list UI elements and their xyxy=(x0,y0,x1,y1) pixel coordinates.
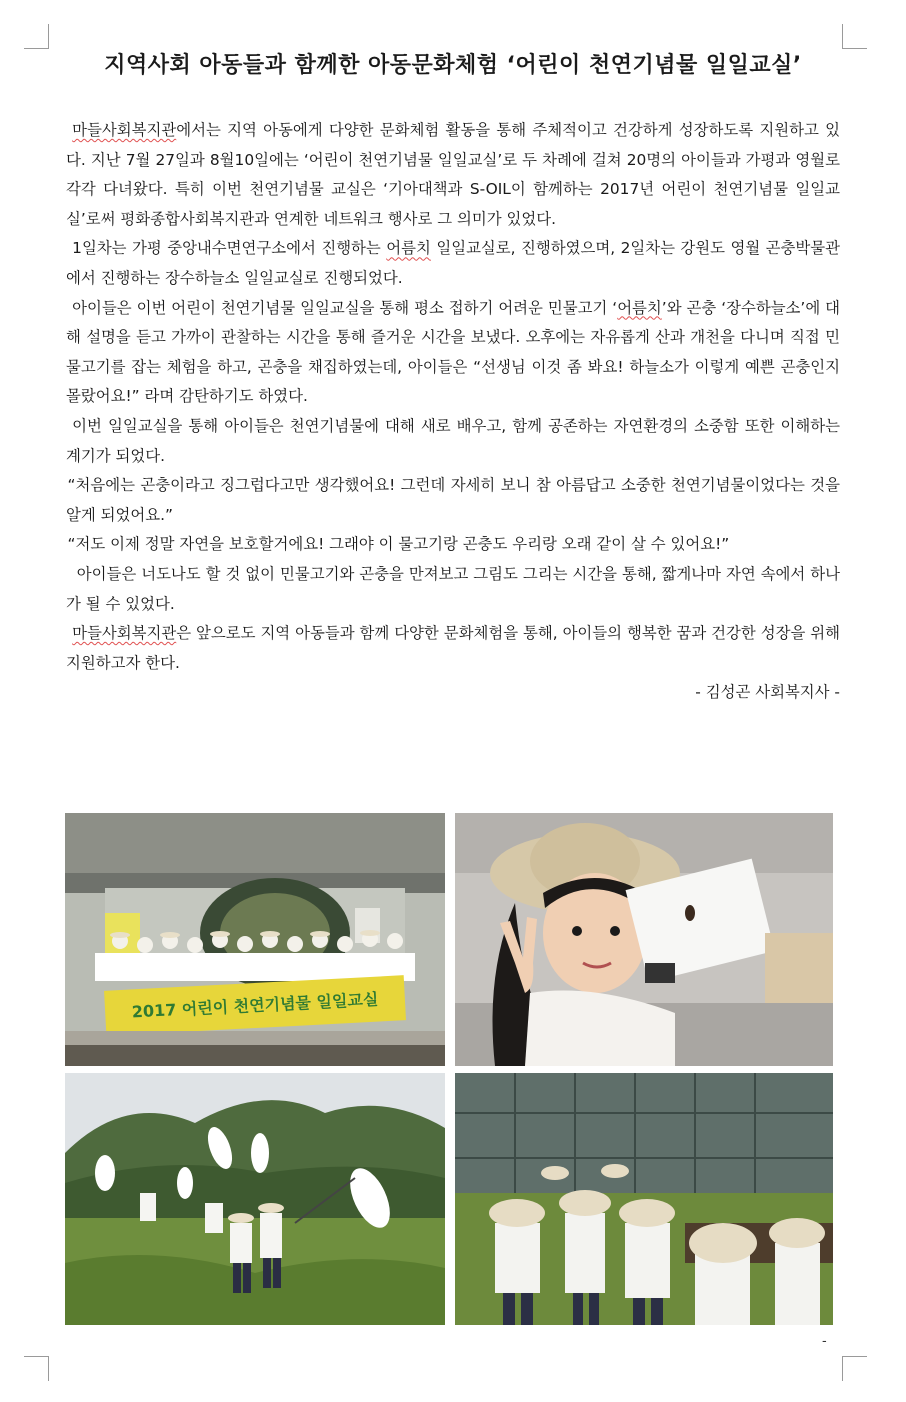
fish-name: 어름치 xyxy=(617,298,662,317)
paragraph-7: 아이들은 너도나도 할 것 없이 민물고기와 곤충을 만져보고 그림도 그리는 시간을 통해, 짧게나마 자연 속에서 하나가 될 수 있었다. xyxy=(66,564,840,613)
paragraph-2 xyxy=(66,234,840,293)
crop-mark-bottom-right xyxy=(842,1356,867,1381)
paragraph-3-text-c: ’와 곤충 ‘장수하늘소’에 대해 설명을 듣고 가까이 관찰하는 시간을 통해 즐거운 시간을 보냈다. 오후에는 자유롭게 산과 개천을 다니며 직접 민물고기를 잡는 체험을 하고, 곤충을 채집하였는데, 아이들은 “선생님 이것 좀 봐요! 하늘소가 이렇게 예쁜 곤충인지 몰랐어요!” 라며 감탄하기도 하였다. xyxy=(66,298,841,406)
insect-catching-photo xyxy=(65,1073,445,1325)
paragraph-4: 이번 일일교실을 통해 아이들은 천연기념물에 대해 새로 배우고, 함께 공존하는 자연환경의 소중함 또한 이해하는 계기가 되었다. xyxy=(66,416,840,465)
kids-on-lawn-photo xyxy=(455,1073,833,1325)
fish-name: 어름치 xyxy=(386,239,431,258)
article-body xyxy=(66,116,840,708)
paragraph-8 xyxy=(66,619,840,678)
page-mark: - xyxy=(822,1334,827,1349)
org-name: 마들사회복지관 xyxy=(72,121,177,139)
quote-1: “처음에는 곤충이라고 징그럽다고만 생각했어요! 그런데 자세히 보니 참 아름답고 소중한 천연기념물이었다는 것을 알게 되었어요.” xyxy=(66,476,840,524)
banner-text: 2017 어린이 천연기념물 일일교실 xyxy=(131,989,379,1022)
paragraph-2-text-a: 1일차는 가평 중앙내수면연구소에서 진행하는 xyxy=(72,239,387,258)
paragraph-2-text-c: 일일교실로, 진행하였으며, 2일차는 강원도 영월 곤충박물관에서 진행하는 장수하늘소 일일교실로 진행되었다. xyxy=(66,239,841,287)
page-title: 지역사회 아동들과 함께한 아동문화체험 ‘어린이 천연기념물 일일교실’ xyxy=(104,53,802,78)
crop-mark-top-left xyxy=(24,24,49,49)
crop-mark-bottom-left xyxy=(24,1356,49,1381)
paragraph-3 xyxy=(66,294,840,412)
org-name: 마들사회복지관 xyxy=(72,624,177,643)
author-signature: - 김성곤 사회복지사 - xyxy=(695,683,840,702)
paragraph-1 xyxy=(66,116,840,234)
child-closeup-photo xyxy=(455,813,833,1066)
quote-2: “저도 이제 정말 자연을 보호할거에요! 그래야 이 물고기랑 곤충도 우리랑 오래 같이 살 수 있어요!” xyxy=(67,535,730,554)
group-photo xyxy=(65,813,445,1066)
paragraph-8-text: 은 앞으로도 지역 아동들과 함께 다양한 문화체험을 통해, 아이들의 행복한 꿈과 건강한 성장을 위해 지원하고자 한다. xyxy=(66,624,840,672)
paragraph-1-text: 에서는 지역 아동에게 다양한 문화체험 활동을 통해 주체적이고 건강하게 성장하도록 지원하고 있다. 지난 7월 27일과 8월10일에는 ‘어린이 천연기념물 일일교실’로 두 차례에 걸쳐 20명의 아이들과 가평과 영월로 각각 다녀왔다. 특히 이번 천연기념물 교실은 ‘기아대책과 S-OIL이 함께하는 2017년 어린이 천연기념물 일일교실’로써 평화종합사회복지관과 연계한 네트워크 행사로 그 의미가 있었다. xyxy=(66,121,840,228)
crop-mark-top-right xyxy=(842,24,867,49)
paragraph-3-text-a: 아이들은 이번 어린이 천연기념물 일일교실을 통해 평소 접하기 어려운 민물고기 ‘ xyxy=(72,298,618,317)
